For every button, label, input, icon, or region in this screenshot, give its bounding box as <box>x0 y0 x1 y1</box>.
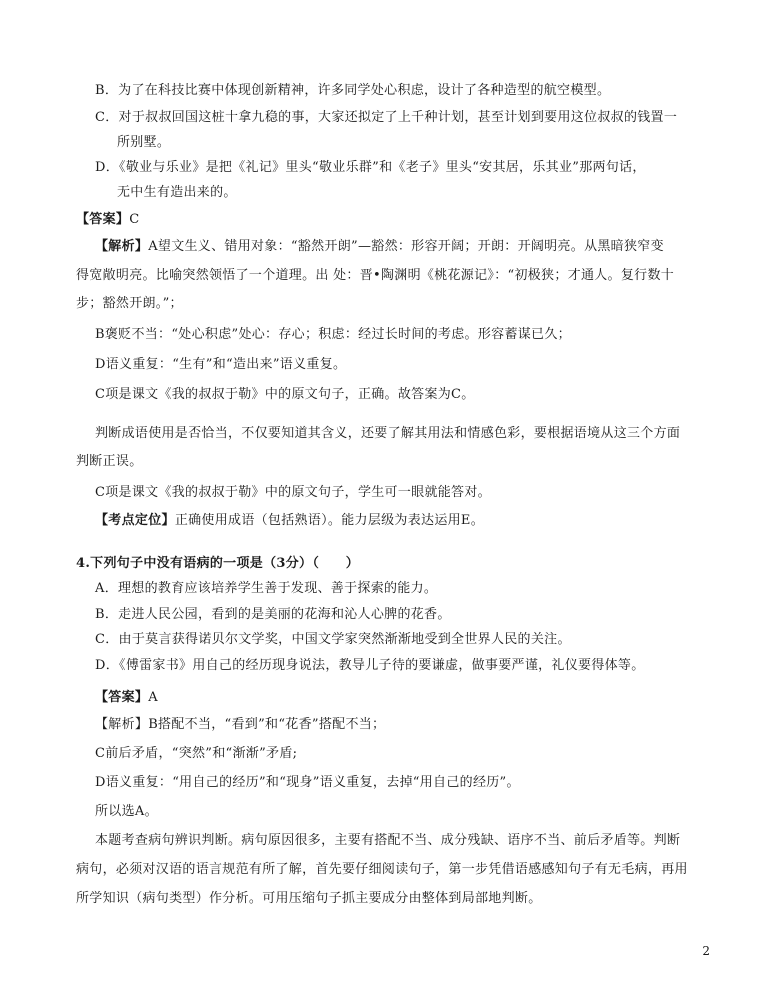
q4-comment-line2: 病句，必须对汉语的语言规范有所了解，首先要仔细阅读句子，第一步凭借语感感知句子有无毛病，再用 <box>76 862 688 877</box>
q3-analysis-line1 <box>95 238 664 256</box>
analysis-text: A望文生义、错用对象：“豁然开朗”—豁然：形容开阔；开朗：开阔明亮。从黑暗狭窄变 <box>148 239 664 254</box>
analysis-text: B搭配不当，“看到”和“花香”搭配不当； <box>148 717 386 732</box>
q4-option-c: C．由于莫言获得诺贝尔文学奖，中国文学家突然渐渐地受到全世界人民的关注。 <box>95 632 571 647</box>
kaodian-text: 正确使用成语（包括熟语）。能力层级为表达运用E。 <box>174 513 485 528</box>
q3-analysis-c: C项是课文《我的叔叔于勒》中的原文句子，正确。故答案为C。 <box>95 387 475 402</box>
answer-label: 【答案】 <box>76 212 130 227</box>
q4-comment-line1: 本题考查病句辨识判断。病句原因很多，主要有搭配不当、成分残缺、语序不当、前后矛盾等。判断 <box>95 833 681 848</box>
kaodian-label: 【考点定位】 <box>95 513 175 528</box>
q3-analysis-b: B褒贬不当：“处心积虑”处心：存心；积虑：经过长时间的考虑。形容蓄谋已久； <box>95 327 571 342</box>
q3-answer <box>76 211 139 229</box>
q4-answer <box>95 689 158 707</box>
q3-option-c-line1: C．对于叔叔回国这桩十拿九稳的事，大家还拟定了上千种计划，甚至计划到要用这位叔叔的钱置一 <box>95 110 678 125</box>
q3-analysis-line3: 步；豁然开朗。”； <box>76 296 183 311</box>
q3-comment-line1: 判断成语使用是否恰当，不仅要知道其含义，还要了解其用法和情感色彩，要根据语境从这三个方面 <box>95 426 681 441</box>
q3-option-d-line1: D．《敬业与乐业》是把《礼记》里头“敬业乐群”和《老子》里头“安其居，乐其业”那两句话， <box>95 160 646 175</box>
q3-option-c-line2: 所别墅。 <box>117 135 171 150</box>
q4-conclusion: 所以选A。 <box>95 804 158 819</box>
analysis-label: 【解析】 <box>95 239 149 254</box>
q3-analysis-line2: 得宽敞明亮。比喻突然领悟了一个道理。出 处：晋•陶渊明《桃花源记》：“初极狭；才通人。复行数十 <box>76 268 675 283</box>
q3-option-b: B．为了在科技比赛中体现创新精神，许多同学处心积虑，设计了各种造型的航空模型。 <box>95 83 611 98</box>
q4-title: 4.下列句子中没有语病的一项是（3分）（ ） <box>76 556 360 571</box>
q4-option-d: D．《傅雷家书》用自己的经历现身说法，教导儿子待的要谦虚，做事要严谨，礼仪要得体等。 <box>95 658 645 673</box>
q4-option-b: B．走进人民公园，看到的是美丽的花海和沁人心脾的花香。 <box>95 607 451 622</box>
q4-analysis-c: C前后矛盾，“突然”和“渐渐”矛盾; <box>95 746 298 761</box>
q4-comment-line3: 所学知识（病句类型）作分析。可用压缩句子抓主要成分由整体到局部地判断。 <box>76 891 542 906</box>
q4-analysis-d: D语义重复：“用自己的经历”和“现身”语义重复，去掉“用自己的经历”。 <box>95 775 520 790</box>
answer-label: 【答案】 <box>95 690 149 705</box>
q3-option-d-line2: 无中生有造出来的。 <box>117 185 237 200</box>
answer-value: A <box>148 690 158 705</box>
answer-value: C <box>129 212 140 227</box>
q3-analysis-d: D语义重复：“生有”和“造出来”语义重复。 <box>95 357 347 372</box>
q3-kaodian <box>95 512 484 530</box>
page-number: 2 <box>702 944 710 958</box>
q4-analysis-b <box>95 716 385 734</box>
q3-comment-line2: 判断正误。 <box>76 454 143 469</box>
q4-option-a: A．理想的教育应该培养学生善于发现、善于探索的能力。 <box>95 581 438 596</box>
q3-comment-line3: C项是课文《我的叔叔于勒》中的原文句子，学生可一眼就能答对。 <box>95 485 491 500</box>
analysis-label: 【解析】 <box>95 717 149 732</box>
